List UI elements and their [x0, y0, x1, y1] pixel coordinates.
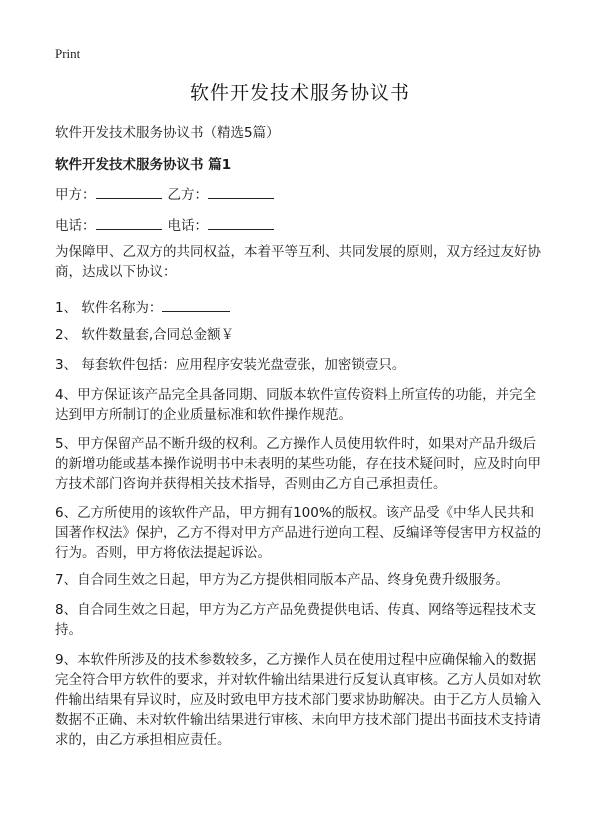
party-a-label: 甲方：: [55, 187, 96, 203]
party-row: [55, 183, 280, 203]
item-8-paragraph: 8、自合同生效之日起，甲方为乙方产品免费提供电话、传真、网络等远程技术支持。: [55, 602, 537, 638]
item-1-row: [55, 296, 230, 316]
item-6-paragraph: 6、乙方所使用的该软件产品，甲方拥有100%的版权。该产品受《中华人民共和国著作权法》保护，乙方不得对甲方产品进行逆向工程、反编译等侵害甲方权益的行为。否则，甲方将依法提起诉讼。: [55, 505, 541, 561]
item-1-label: 1、 软件名称为：: [55, 300, 163, 316]
party-b-label: 乙方：: [167, 187, 208, 203]
intro-paragraph: 为保障甲、乙双方的共同权益，本着平等互利、共同发展的原则，双方经过友好协商，达成以下协议：: [55, 244, 541, 280]
item-7-paragraph: 7、自合同生效之日起，甲方为乙方提供相同版本产品、终身免费升级服务。: [55, 572, 510, 588]
item-5-paragraph: 5、甲方保留产品不断升级的权利。乙方操作人员使用软件时，如果对产品升级后的新增功能或基本操作说明书中未表明的某些功能，存在技术疑问时，应及时向甲方技术部门咨询并获得相关技术指导，否则由乙方自己承担责任。: [55, 436, 541, 492]
item-3-paragraph: 3、 每套软件包括：应用程序安装光盘壹张，加密锁壹只。: [55, 357, 406, 373]
party-b-blank: [208, 184, 274, 199]
page-title: 软件开发技术服务协议书: [189, 82, 410, 104]
document-subtitle: 软件开发技术服务协议书（精选5篇）: [55, 125, 280, 141]
item-2-paragraph: 2、 软件数量套,合同总金额￥: [55, 327, 235, 343]
phone-b-label: 电话：: [167, 218, 208, 234]
software-name-blank: [162, 297, 230, 312]
item-4-paragraph: 4、甲方保证该产品完全具备同期、同版本软件宣传资料上所宣传的功能，并完全达到甲方所制订的企业质量标准和软件操作规范。: [55, 387, 537, 423]
phone-a-blank: [96, 215, 162, 230]
item-9-paragraph: 9、本软件所涉及的技术参数较多，乙方操作人员在使用过程中应确保输入的数据完全符合甲方软件的要求，并对软件输出结果进行反复认真审核。乙方人员如对软件输出结果有异议时，应及时致电甲方技术部门要求协助解决。由于乙方人员输入数据不正确、未对软件输出结果进行审核、未向甲方技术部门提出书面技术支持请求的，由乙方承担相应责任。: [55, 652, 541, 748]
party-a-blank: [96, 184, 162, 199]
phone-b-blank: [208, 215, 274, 230]
section-heading: 软件开发技术服务协议书 篇1: [55, 157, 232, 173]
phone-a-label: 电话：: [55, 218, 96, 234]
print-label[interactable]: Print: [55, 46, 81, 61]
phone-row: [55, 214, 280, 234]
